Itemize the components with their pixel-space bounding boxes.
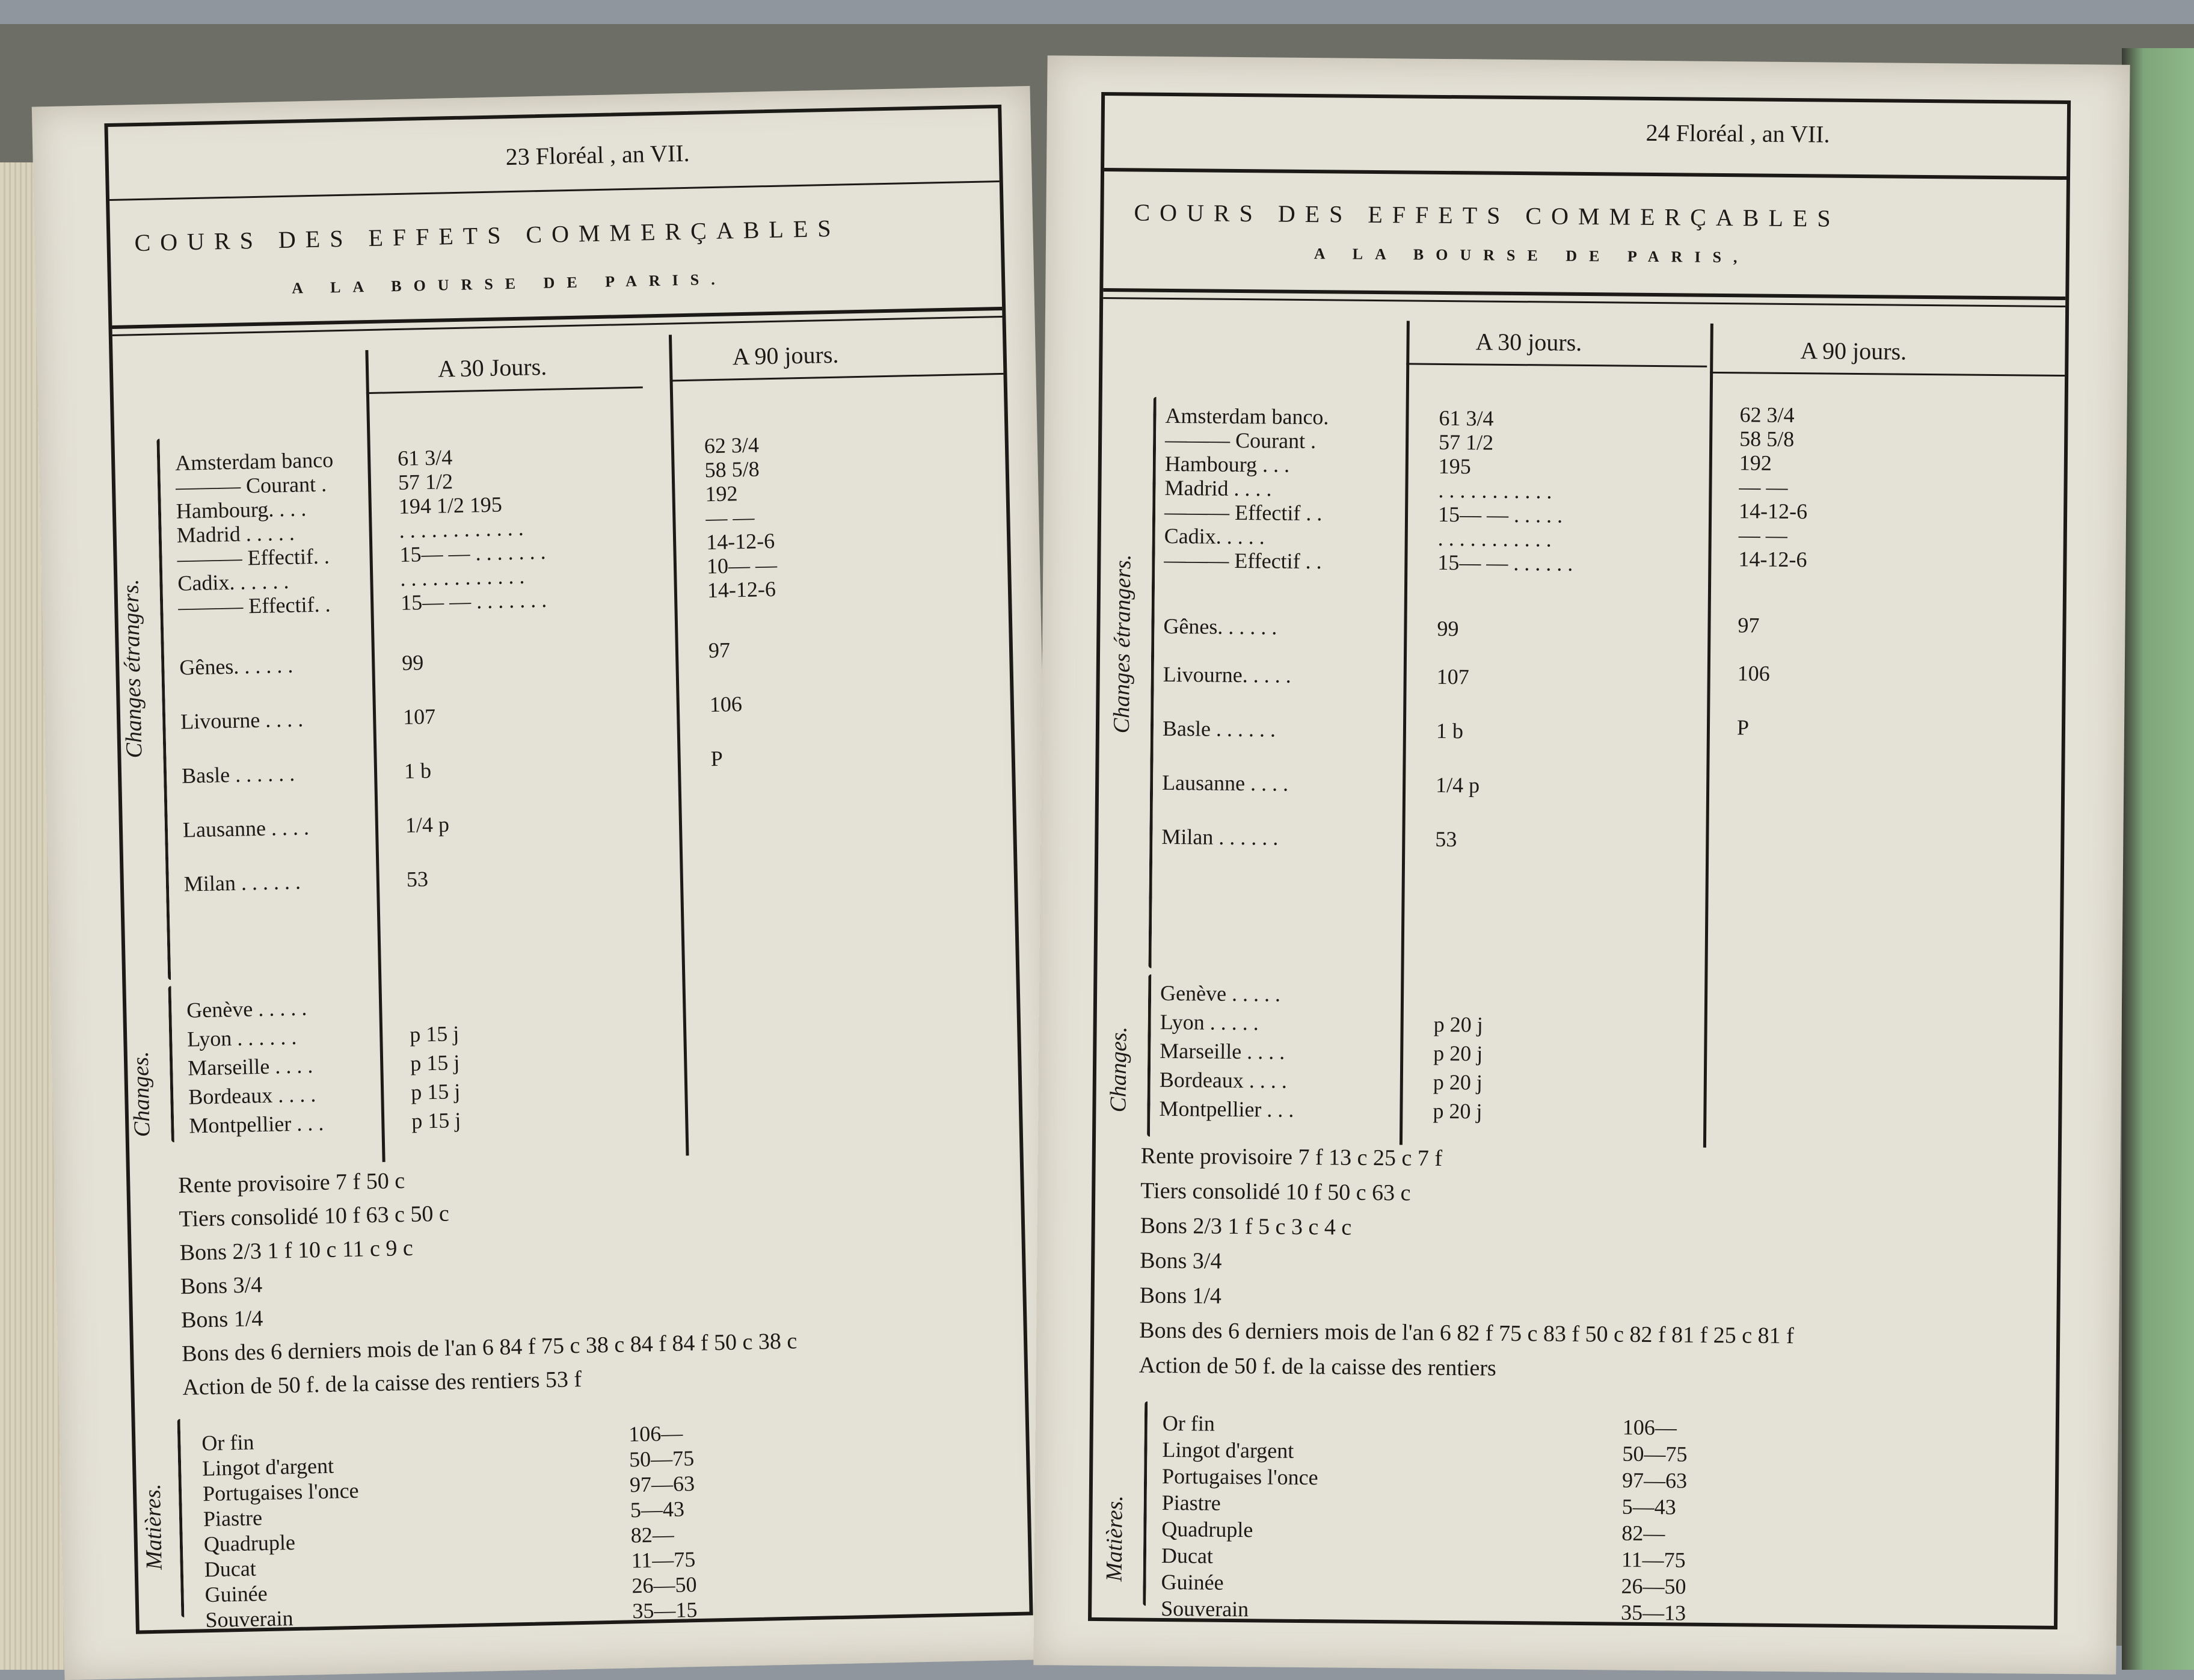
rate-30-days: 195	[1438, 454, 1471, 479]
security-line: Bons 3/4	[180, 1272, 263, 1299]
rate-30-days: 57 1/2	[1438, 429, 1494, 455]
row-label: Basle . . . . . .	[181, 761, 295, 788]
rate-90-days: 14-12-6	[707, 576, 776, 603]
metal-label: Lingot d'argent	[201, 1453, 334, 1481]
row-label: ——— Effectif. .	[177, 544, 330, 571]
security-line: Bons 1/4	[1139, 1282, 1222, 1309]
metal-price: 5—43	[1621, 1494, 1676, 1519]
rate-90-days: 14-12-6	[1738, 499, 1808, 524]
metal-label: Souverain	[205, 1606, 293, 1632]
security-line: Rente provisoire 7 f 50 c	[177, 1168, 405, 1198]
rate-30-days: 99	[1437, 616, 1459, 641]
row-label: Lyon . . . . .	[1160, 1009, 1259, 1035]
rate-90-days: 58 5/8	[1739, 426, 1795, 452]
row-label: Milan . . . . . .	[1161, 824, 1279, 850]
row-label: ——— Effectif . .	[1164, 547, 1322, 574]
row-label: Montpellier . . .	[188, 1110, 324, 1138]
rate-30-days: 1/4 p	[405, 812, 450, 837]
row-label: Amsterdam banco	[174, 448, 334, 475]
rate-30-days: p 20 j	[1433, 1098, 1483, 1124]
rate-30-days: . . . . . . . . . . .	[1437, 526, 1552, 552]
metal-label: Portugaises l'once	[1161, 1463, 1318, 1490]
rate-90-days: 14-12-6	[705, 528, 775, 555]
row-label: ——— Effectif . .	[1164, 499, 1323, 526]
rate-30-days: p 20 j	[1433, 1041, 1483, 1066]
metal-label: Guinée	[204, 1581, 268, 1607]
rate-30-days: 99	[401, 650, 424, 675]
metal-price: 50—75	[628, 1446, 695, 1472]
row-label: Livourne. . . . .	[1163, 662, 1291, 688]
rate-90-days: 10— —	[706, 552, 778, 579]
left-page	[32, 86, 1063, 1680]
rate-30-days: 53	[406, 867, 429, 891]
row-label: Marseille . . . .	[187, 1053, 313, 1080]
security-line: Bons des 6 derniers mois de l'an 6 84 f 75 c 38 c 84 f 84 f 50 c 38 c	[181, 1328, 797, 1367]
rate-30-days: 15— — . . . . . . .	[399, 539, 546, 567]
row-label: Bordeaux . . . .	[188, 1082, 316, 1109]
row-label: Basle . . . . . .	[1162, 716, 1276, 742]
metal-label: Ducat	[204, 1556, 257, 1582]
metal-price: 26—50	[631, 1572, 697, 1598]
right-page	[1033, 55, 2130, 1675]
row-label: Genève . . . . .	[186, 995, 307, 1023]
row-label: Marseille . . . .	[1160, 1038, 1285, 1064]
row-label: Amsterdam banco.	[1165, 403, 1329, 429]
security-line: Bons des 6 derniers mois de l'an 6 82 f 75 c 83 f 50 c 82 f 81 f 25 c 81 f	[1139, 1317, 1794, 1349]
brace	[1147, 974, 1151, 1137]
metal-label: Souverain	[1161, 1596, 1249, 1622]
metal-price: 11—75	[1621, 1547, 1686, 1572]
row-label: Hambourg. . . .	[176, 496, 307, 523]
divider	[1104, 168, 2066, 180]
rate-30-days: 15— — . . . . . . .	[400, 587, 547, 615]
security-line: Tiers consolidé 10 f 50 c 63 c	[1140, 1178, 1411, 1206]
security-line: Action de 50 f. de la caisse des rentiers	[1138, 1352, 1496, 1381]
column-rule	[1400, 321, 1410, 1145]
rate-30-days: 61 3/4	[1439, 405, 1494, 431]
rate-30-days: p 15 j	[410, 1079, 461, 1104]
metal-label: Lingot d'argent	[1162, 1437, 1294, 1463]
rate-90-days: 106	[1737, 661, 1770, 686]
rate-90-days: — —	[705, 505, 755, 531]
side-label-changes: Changes.	[128, 1051, 155, 1137]
metal-price: 5—43	[630, 1497, 685, 1522]
row-label: ——— Effectif. .	[177, 592, 331, 620]
row-label: Gênes. . . . . .	[1163, 614, 1277, 639]
rate-30-days: 15— — . . . . . .	[1437, 550, 1573, 576]
rate-30-days: . . . . . . . . . . . .	[399, 515, 524, 543]
page-date: 23 Floréal , an VII.	[505, 139, 690, 171]
row-label: Lausanne . . . .	[1161, 770, 1289, 796]
rate-30-days: 107	[1436, 664, 1469, 689]
metal-label: Quadruple	[1161, 1516, 1253, 1542]
metal-price: 35—13	[1620, 1600, 1686, 1625]
rate-90-days: — —	[1739, 475, 1788, 499]
row-label: Lyon . . . . . .	[186, 1024, 297, 1051]
rate-30-days: 1 b	[404, 758, 432, 783]
column-rule	[365, 350, 385, 1162]
metal-label: Piastre	[203, 1506, 263, 1531]
security-line: Bons 1/4	[180, 1306, 263, 1333]
book-cover	[2122, 48, 2194, 1670]
col-30-header: A 30 jours.	[1475, 328, 1582, 356]
divider	[109, 180, 1000, 201]
metal-price: 26—50	[1621, 1574, 1686, 1599]
metal-price: 11—75	[631, 1547, 696, 1573]
col-30-header: A 30 Jours.	[437, 352, 547, 383]
rate-30-days: p 15 j	[409, 1021, 459, 1047]
rate-30-days: 57 1/2	[398, 469, 453, 495]
metal-label: Guinée	[1161, 1569, 1224, 1595]
metal-price: 106—	[1622, 1415, 1677, 1440]
page-subtitle: A LA BOURSE DE PARIS,	[1314, 245, 1750, 266]
page-title: COURS DES EFFETS COMMERÇABLES	[134, 214, 841, 257]
rate-30-days: p 15 j	[410, 1050, 460, 1075]
rate-30-days: 1/4 p	[1435, 772, 1480, 798]
rate-90-days: P	[710, 746, 724, 771]
column-rule	[669, 334, 689, 1155]
rate-90-days: 97	[1738, 613, 1760, 638]
metal-price: 106—	[628, 1421, 683, 1447]
page-frame	[104, 105, 1033, 1634]
side-label-matieres: Matières.	[140, 1483, 167, 1571]
rate-30-days: 15— — . . . . .	[1437, 502, 1563, 528]
metal-label: Or fin	[201, 1430, 254, 1456]
header-rule	[366, 386, 643, 394]
brace	[168, 986, 174, 1142]
row-label: Montpellier . . .	[1159, 1096, 1294, 1122]
column-rule	[1703, 324, 1713, 1148]
rate-30-days: 53	[1435, 826, 1457, 852]
brace	[1148, 397, 1156, 968]
row-label: Gênes. . . . . .	[179, 653, 293, 680]
row-label: Hambourg . . .	[1164, 451, 1290, 477]
header-rule	[670, 373, 1004, 382]
page-title: COURS DES EFFETS COMMERÇABLES	[1134, 198, 1840, 232]
row-label: ——— Courant .	[175, 472, 327, 499]
row-label: Livourne . . . .	[180, 707, 304, 734]
open-book	[0, 24, 2194, 1646]
row-label: Lausanne . . . .	[182, 815, 310, 842]
row-label: Cadix. . . . . .	[177, 568, 289, 595]
metal-label: Or fin	[1162, 1411, 1215, 1436]
row-label: Milan . . . . . .	[183, 869, 301, 896]
side-label-changes: Changes.	[1105, 1026, 1132, 1113]
metal-price: 82—	[1621, 1521, 1665, 1546]
row-label: Cadix. . . . .	[1164, 523, 1265, 549]
brace	[177, 1419, 185, 1617]
col-90-header: A 90 jours.	[732, 340, 839, 371]
metal-label: Ducat	[1161, 1543, 1214, 1568]
security-line: Bons 2/3 1 f 5 c 3 c 4 c	[1140, 1213, 1352, 1240]
row-label: Genève . . . . .	[1160, 980, 1281, 1006]
rate-90-days: 97	[708, 638, 731, 663]
rate-90-days: 14-12-6	[1738, 547, 1807, 572]
security-line: Bons 3/4	[1140, 1248, 1222, 1274]
header-rule	[1710, 372, 2065, 377]
rate-30-days: 1 b	[1436, 718, 1464, 743]
security-line: Tiers consolidé 10 f 63 c 50 c	[179, 1201, 450, 1232]
metal-price: 35—15	[631, 1598, 698, 1623]
page-date: 24 Floréal , an VII.	[1646, 118, 1830, 148]
security-line: Action de 50 f. de la caisse des rentiers 53 f	[182, 1366, 582, 1400]
page-frame	[1088, 92, 2071, 1629]
rate-90-days: 192	[1739, 451, 1772, 475]
metal-price: 82—	[630, 1522, 675, 1548]
metal-price: 97—63	[629, 1471, 695, 1497]
brace	[1143, 1402, 1148, 1606]
rate-30-days: 107	[402, 704, 436, 729]
rate-90-days: 192	[705, 481, 738, 506]
side-label-changes-etrangers: Changes étrangers.	[1108, 554, 1136, 734]
rate-90-days: 62 3/4	[704, 432, 760, 458]
metal-label: Quadruple	[203, 1530, 296, 1557]
metal-price: 50—75	[1622, 1441, 1688, 1466]
rate-90-days: 62 3/4	[1739, 402, 1795, 428]
rate-30-days: p 20 j	[1433, 1012, 1483, 1037]
brace	[156, 438, 171, 980]
security-line: Rente provisoire 7 f 13 c 25 c 7 f	[1140, 1143, 1443, 1171]
rate-90-days: P	[1736, 715, 1750, 740]
header-rule	[1406, 363, 1707, 367]
rate-30-days: p 20 j	[1433, 1069, 1483, 1095]
col-90-header: A 90 jours.	[1800, 337, 1907, 365]
rate-30-days: 61 3/4	[397, 445, 453, 471]
row-label: Madrid . . . .	[1164, 475, 1272, 501]
security-line: Bons 2/3 1 f 10 c 11 c 9 c	[179, 1235, 414, 1266]
rate-90-days: 106	[709, 692, 743, 717]
rate-30-days: 194 1/2 195	[398, 492, 503, 519]
row-label: Madrid . . . . .	[176, 520, 295, 547]
row-label: Bordeaux . . . .	[1159, 1067, 1287, 1093]
rate-30-days: . . . . . . . . . . .	[1438, 478, 1552, 503]
side-label-matieres: Matières.	[1101, 1495, 1128, 1582]
rate-30-days: p 15 j	[411, 1108, 461, 1133]
side-label-changes-etrangers: Changes étrangers.	[118, 579, 147, 758]
rate-90-days: 58 5/8	[704, 457, 760, 482]
metal-label: Piastre	[1161, 1490, 1221, 1515]
metal-price: 97—63	[1621, 1468, 1688, 1493]
page-subtitle: A LA BOURSE DE PARIS.	[291, 270, 727, 297]
rate-30-days: . . . . . . . . . . . .	[399, 564, 525, 591]
metal-label: Portugaises l'once	[202, 1478, 359, 1506]
rate-90-days: — —	[1738, 523, 1787, 547]
row-label: ——— Courant .	[1164, 427, 1317, 454]
